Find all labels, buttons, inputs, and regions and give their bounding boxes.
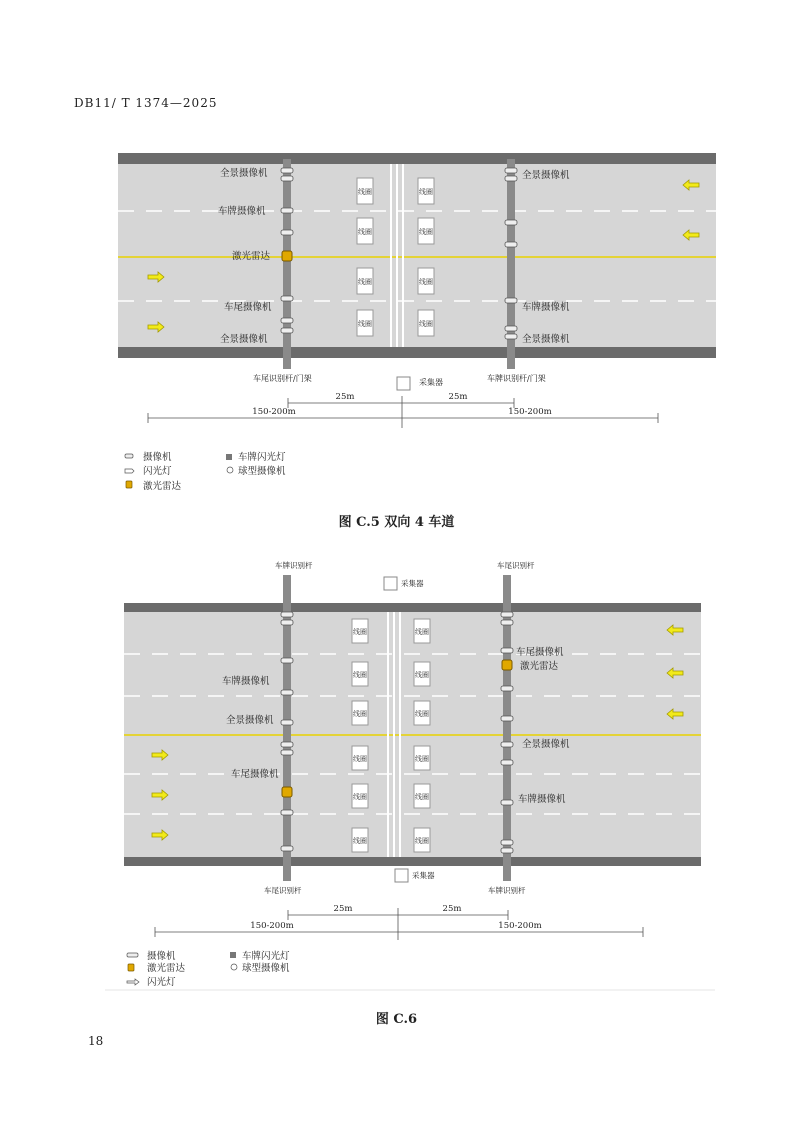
coil-label: 线圈	[415, 710, 429, 718]
legend-lidar: 激光雷达	[143, 481, 182, 492]
lidar-icon	[502, 660, 512, 670]
dim-150-200m: 150-200m	[508, 407, 552, 417]
dim-25m: 25m	[448, 392, 468, 402]
legend-dome-camera: 球型摄像机	[242, 963, 290, 974]
road-edge-bottom	[124, 857, 701, 866]
legend-flash: 闪光灯	[143, 466, 172, 477]
caption-fig-c6: 图 C.6	[375, 1012, 418, 1027]
dim-25m: 25m	[335, 392, 355, 402]
coil-label: 线圈	[415, 755, 429, 763]
dim-25m: 25m	[333, 904, 353, 914]
label-pole: 车尾识别杆	[264, 886, 302, 895]
coil-label: 线圈	[358, 228, 372, 236]
legend-lidar: 激光雷达	[147, 963, 186, 974]
dim-150-200m: 150-200m	[250, 921, 294, 931]
label-tail-camera: 车尾摄像机	[224, 302, 272, 313]
lidar-icon	[282, 787, 292, 797]
label-panorama-camera: 全景摄像机	[220, 334, 268, 345]
label-collector: 采集器	[412, 871, 435, 880]
coil-label: 线圈	[419, 278, 433, 286]
label-pole: 车尾识别杆	[497, 561, 535, 570]
label-panorama-camera: 全景摄像机	[522, 334, 570, 345]
legend-plate-flash: 车牌闪光灯	[238, 452, 286, 463]
label-panorama-camera: 全景摄像机	[226, 715, 274, 726]
label-pole: 车牌识别杆/门架	[487, 374, 546, 383]
collector-box	[395, 869, 408, 882]
coil-label: 线圈	[353, 755, 367, 763]
legend-flash: 闪光灯	[147, 977, 176, 988]
coil-label: 线圈	[358, 188, 372, 196]
label-tail-camera: 车尾摄像机	[516, 647, 564, 658]
label-pole: 车牌识别杆	[275, 561, 313, 570]
coil-label: 线圈	[353, 710, 367, 718]
coil-label: 线圈	[353, 671, 367, 679]
collector-box	[384, 577, 397, 590]
legend	[127, 950, 290, 988]
label-plate-camera: 车牌摄像机	[222, 676, 270, 687]
label-lidar: 激光雷达	[232, 251, 271, 262]
dim-150-200m: 150-200m	[498, 921, 542, 931]
legend-camera: 摄像机	[147, 951, 176, 962]
coil-label: 线圈	[415, 793, 429, 801]
coil-label: 线圈	[415, 837, 429, 845]
label-plate-camera: 车牌摄像机	[518, 794, 566, 805]
dim-25m: 25m	[442, 904, 462, 914]
label-collector: 采集器	[401, 579, 424, 588]
coil-label: 线圈	[358, 320, 372, 328]
road-edge-top	[124, 603, 701, 612]
dimension-lines	[155, 908, 643, 940]
label-panorama-camera: 全景摄像机	[522, 170, 570, 181]
coil-label: 线圈	[353, 793, 367, 801]
page-number: 18	[88, 1034, 104, 1048]
caption-fig-c5: 图 C.5 双向 4 车道	[338, 515, 455, 530]
label-panorama-camera: 全景摄像机	[220, 168, 268, 179]
legend-camera: 摄像机	[143, 452, 172, 463]
coil-label: 线圈	[419, 228, 433, 236]
label-plate-camera: 车牌摄像机	[218, 206, 266, 217]
label-pole: 车尾识别杆/门架	[253, 374, 312, 383]
legend-dome-camera: 球型摄像机	[238, 466, 286, 477]
label-tail-camera: 车尾摄像机	[231, 769, 279, 780]
coil-label: 线圈	[419, 188, 433, 196]
doc-header: DB11/ T 1374—2025	[74, 96, 218, 110]
coil-label: 线圈	[415, 671, 429, 679]
label-lidar: 激光雷达	[520, 661, 559, 672]
coil-label: 线圈	[419, 320, 433, 328]
label-collector: 采集器	[419, 378, 443, 387]
label-pole: 车牌识别杆	[488, 886, 526, 895]
label-plate-camera: 车牌摄像机	[522, 302, 570, 313]
legend-plate-flash: 车牌闪光灯	[242, 951, 290, 962]
coil-label: 线圈	[353, 628, 367, 636]
coil-label: 线圈	[353, 837, 367, 845]
label-panorama-camera: 全景摄像机	[522, 739, 570, 750]
dim-150-200m: 150-200m	[252, 407, 296, 417]
coil-label: 线圈	[358, 278, 372, 286]
coil-label: 线圈	[415, 628, 429, 636]
